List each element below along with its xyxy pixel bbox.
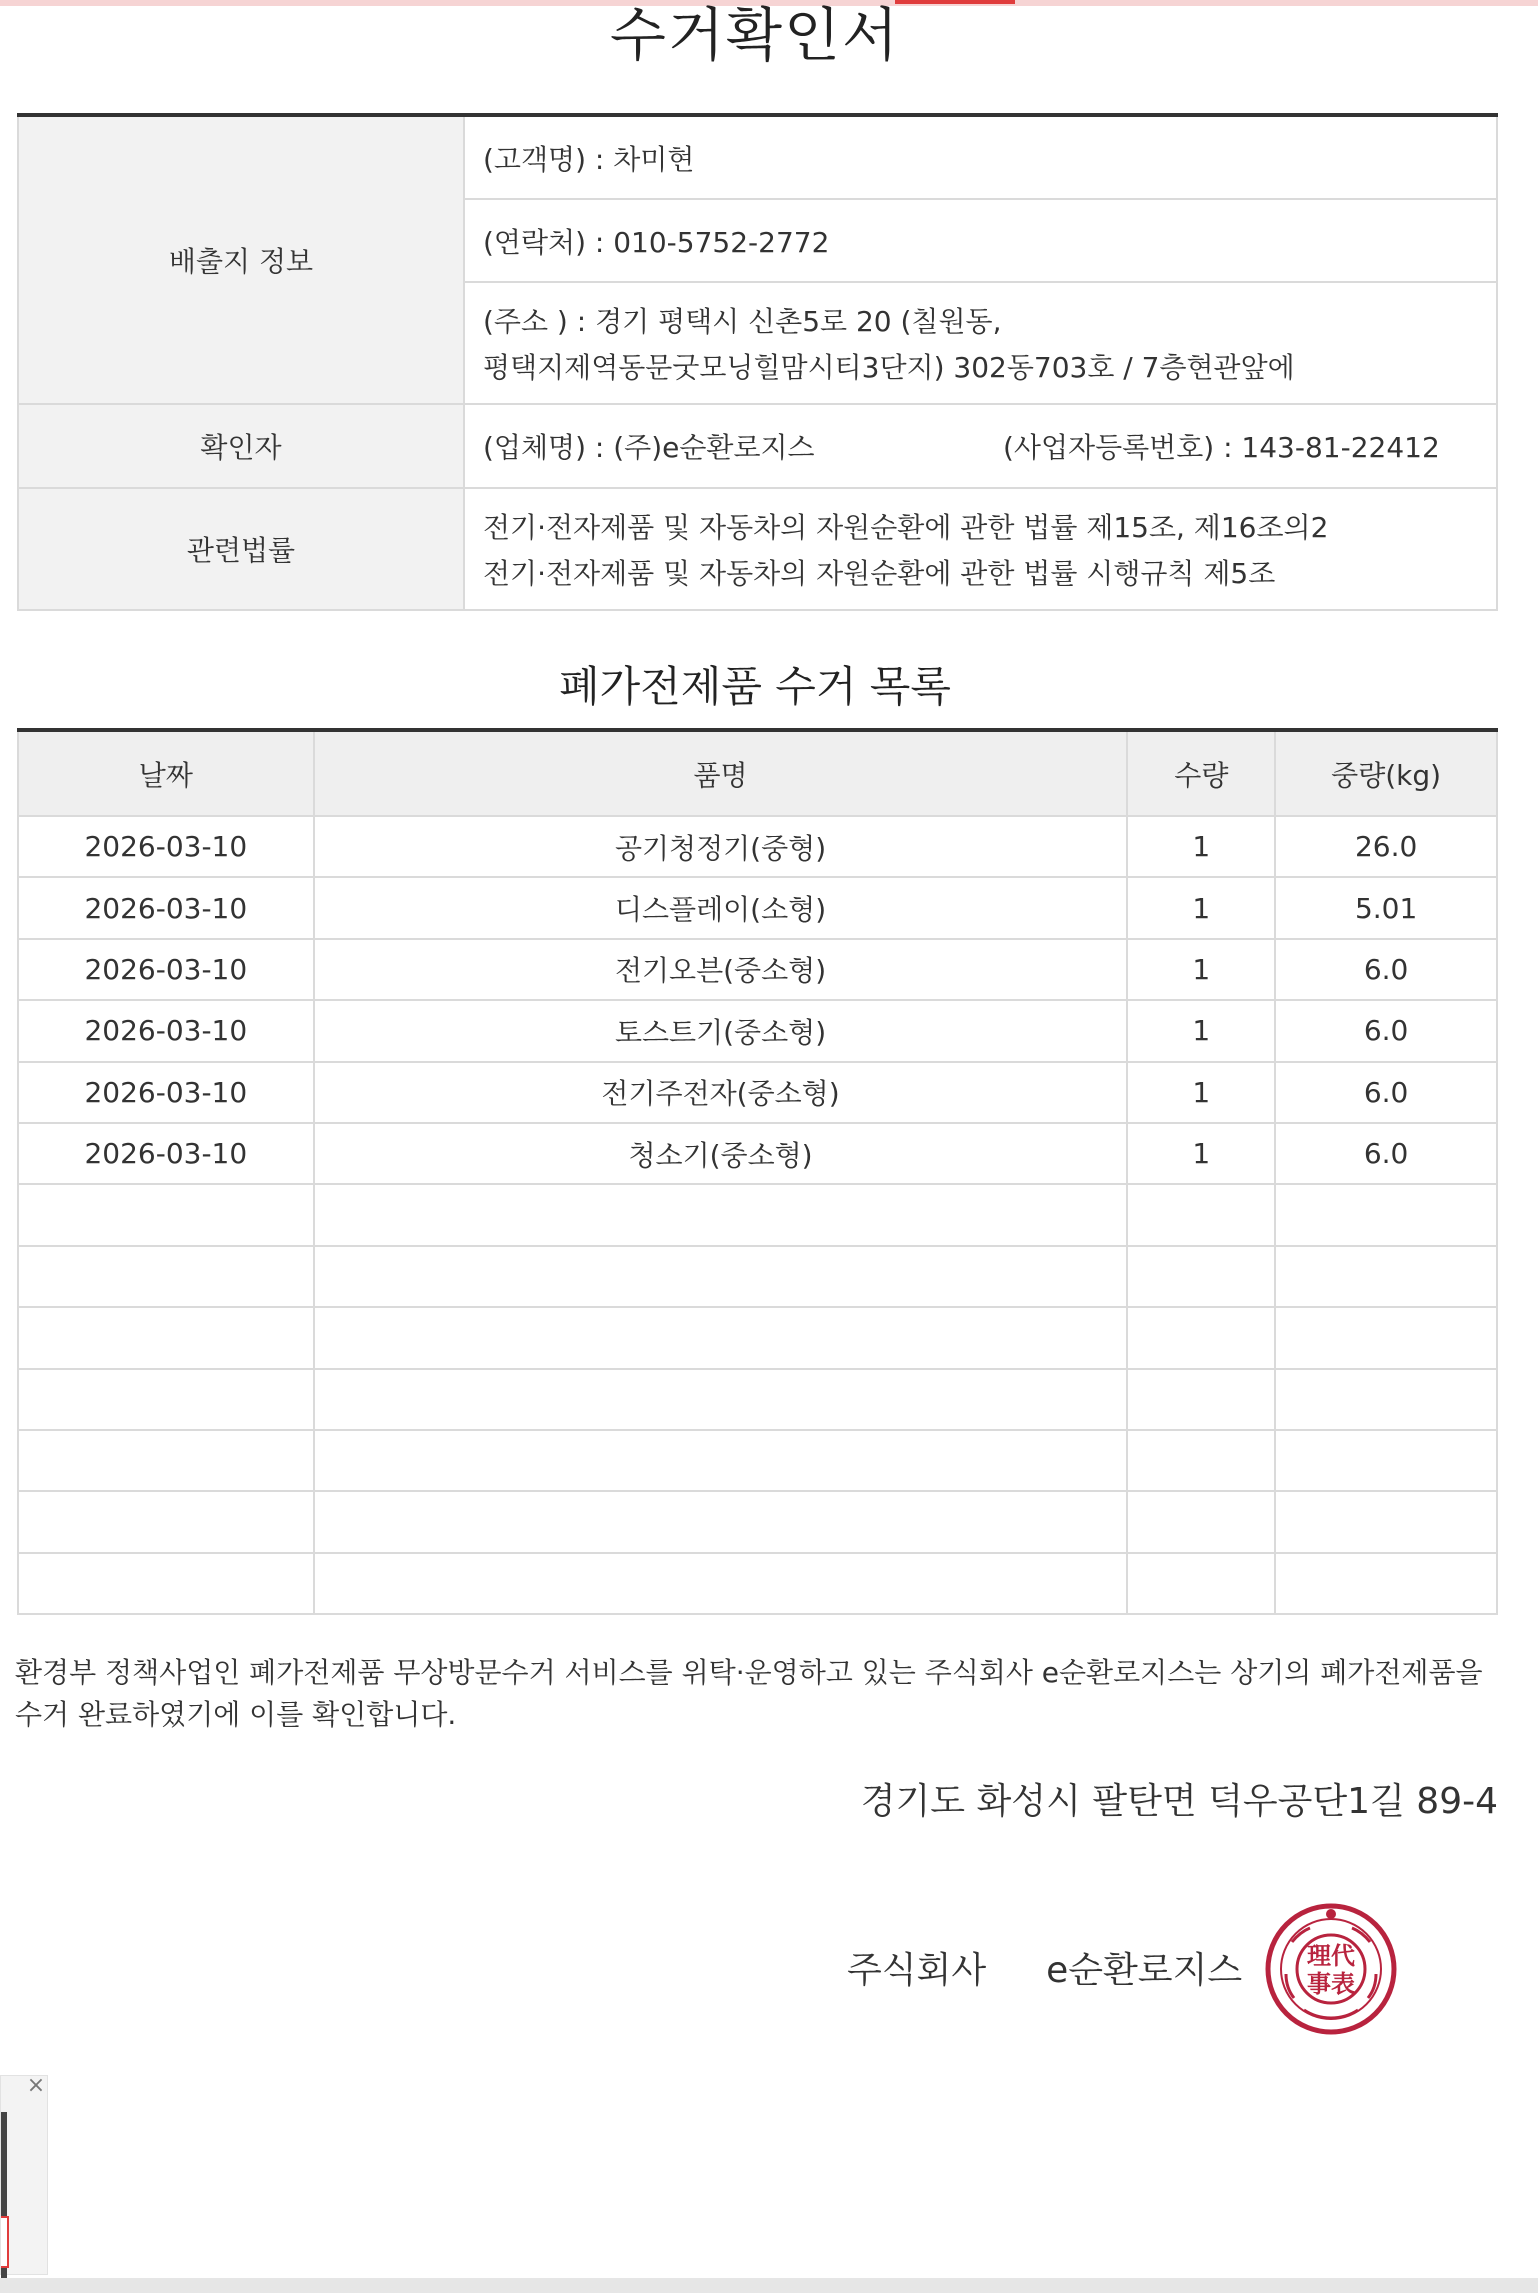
cell-name: 토스트기(중소형) [314,1000,1128,1061]
seal-text-bottom: 事表 [1307,1970,1355,1998]
cell-date: 2026-03-10 [18,877,314,938]
col-header-qty: 수량 [1127,730,1275,816]
statement-line1: 환경부 정책사업인 폐가전제품 무상방문수거 서비스를 위탁·운영하고 있는 주식회사 e순환로지스는 상기의 폐가전제품을 [15,1656,1483,1689]
cell-weight: 6.0 [1275,1000,1497,1061]
company-seal [1264,1902,1398,2036]
customer-name: (고객명) : 차미현 [464,115,1497,199]
cell-qty [1127,1307,1275,1368]
cell-weight: 6.0 [1275,1062,1497,1123]
biz-number-field: (사업자등록번호) : 143-81-22412 [1003,431,1440,464]
cell-date: 2026-03-10 [18,1062,314,1123]
cell-name [314,1307,1128,1368]
law-label: 관련법률 [18,488,464,610]
cell-qty: 1 [1127,1123,1275,1184]
cell-name [314,1184,1128,1245]
cell-date [18,1491,314,1552]
cell-weight: 26.0 [1275,816,1497,877]
cell-weight: 6.0 [1275,1123,1497,1184]
address-line1: (주소 ) : 경기 평택시 신촌5로 20 (칠원동, [483,305,1002,338]
cell-qty [1127,1491,1275,1552]
cell-date [18,1184,314,1245]
cell-date: 2026-03-10 [18,1123,314,1184]
table-row [18,1369,1497,1430]
cell-name [314,1369,1128,1430]
company-name: e순환로지스 [1046,1950,1243,1991]
seal-text-top: 理代 [1307,1942,1355,1970]
cell-weight [1275,1307,1497,1368]
cell-qty: 1 [1127,939,1275,1000]
cell-qty [1127,1184,1275,1245]
cell-qty: 1 [1127,1062,1275,1123]
cell-qty: 1 [1127,877,1275,938]
cell-qty: 1 [1127,816,1275,877]
confirmer-info [464,404,1497,488]
cell-name: 전기주전자(중소형) [314,1062,1128,1123]
cell-date [18,1246,314,1307]
company-type: 주식회사 [847,1950,987,1991]
cell-name: 디스플레이(소형) [314,877,1128,938]
cell-date [18,1307,314,1368]
list-title: 폐가전제품 수거 목록 [559,662,951,711]
cell-weight [1275,1430,1497,1491]
side-overlay-panel[interactable] [0,2075,48,2275]
cell-date [18,1553,314,1614]
cell-date: 2026-03-10 [18,1000,314,1061]
table-row [18,1062,1497,1123]
cell-qty [1127,1369,1275,1430]
cell-name [314,1553,1128,1614]
law-info [464,488,1497,610]
cell-name [314,1491,1128,1552]
law-line1: 전기·전자제품 및 자동차의 자원순환에 관한 법률 제15조, 제16조의2 [483,511,1329,544]
info-table [17,113,1498,611]
table-row [18,816,1497,877]
statement-line2: 수거 완료하였기에 이를 확인합니다. [15,1698,457,1731]
cell-weight [1275,1369,1497,1430]
cell-weight: 6.0 [1275,939,1497,1000]
cell-weight: 5.01 [1275,877,1497,938]
origin-label: 배출지 정보 [18,115,464,404]
collection-rows [18,816,1497,1614]
law-line2: 전기·전자제품 및 자동차의 자원순환에 관한 법률 시행규칙 제5조 [483,557,1276,590]
overlay-bar-highlight [1,2216,9,2268]
table-row [18,939,1497,1000]
cell-date [18,1369,314,1430]
cell-weight [1275,1184,1497,1245]
table-row [18,1246,1497,1307]
table-row [18,1491,1497,1552]
address-line2: 평택지제역동문굿모닝힐맘시티3단지) 302동703호 / 7층현관앞에 [483,351,1295,384]
company-address: 경기도 화성시 팔탄면 덕우공단1길 89-4 [860,1781,1498,1822]
cell-name: 공기청정기(중형) [314,816,1128,877]
table-row [18,1553,1497,1614]
table-row [18,1000,1497,1061]
cell-date: 2026-03-10 [18,816,314,877]
cell-weight [1275,1553,1497,1614]
cell-name [314,1246,1128,1307]
cell-qty: 1 [1127,1000,1275,1061]
cell-qty [1127,1246,1275,1307]
table-row [18,1430,1497,1491]
col-header-weight: 중량(kg) [1275,730,1497,816]
company-name-field: (업체명) : (주)e순환로지스 [483,431,815,464]
confirmation-statement [15,1652,1515,1736]
col-header-date: 날짜 [18,730,314,816]
cell-date [18,1430,314,1491]
cell-weight [1275,1246,1497,1307]
bottom-scroll-bar[interactable] [0,2278,1538,2293]
company-signature [847,1942,1242,1993]
customer-contact: (연락처) : 010-5752-2772 [464,199,1497,282]
close-icon[interactable]: × [26,2073,46,2098]
table-row [18,1184,1497,1245]
cell-date: 2026-03-10 [18,939,314,1000]
table-row [18,1307,1497,1368]
cell-name [314,1430,1128,1491]
table-row [18,1123,1497,1184]
confirmer-label: 확인자 [18,404,464,488]
cell-weight [1275,1491,1497,1552]
table-row [18,877,1497,938]
customer-address [464,282,1497,404]
col-header-name: 품명 [314,730,1128,816]
cell-qty [1127,1430,1275,1491]
document-title: 수거확인서 [609,1,901,69]
cell-name: 청소기(중소형) [314,1123,1128,1184]
cell-name: 전기오븐(중소형) [314,939,1128,1000]
collection-list-table [17,728,1498,1615]
cell-qty [1127,1553,1275,1614]
